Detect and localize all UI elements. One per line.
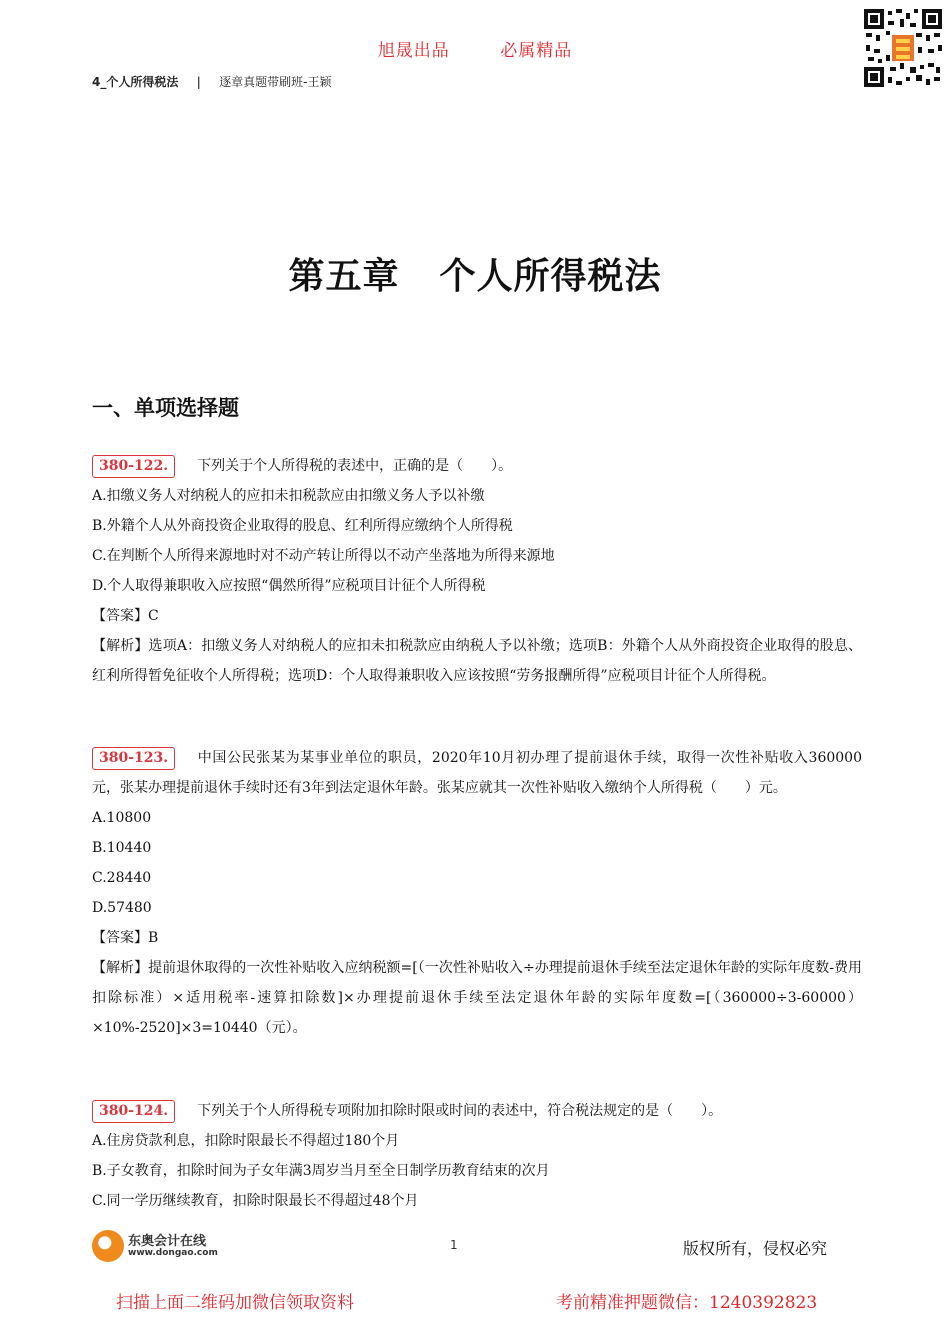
option: A.10800 — [92, 810, 152, 826]
analysis: 【解析】选项A：扣缴义务人对纳税人的应扣未扣税款应由纳税人予以补缴；选项B：外籍个人从外商投资企业取得的股息、红利所得暂免征收个人所得税；选项D：个人取得兼职收入应该按照“劳务报酬所得”应税项目计征个人所得税。 — [92, 638, 862, 684]
question-stem: 下列关于个人所得税专项附加扣除时限或时间的表述中，符合税法规定的是（ ）。 — [197, 1103, 723, 1119]
option: D.57480 — [92, 900, 152, 916]
question-id: 380-123. — [92, 747, 175, 770]
question-stem: 下列关于个人所得税的表述中，正确的是（ ）。 — [197, 458, 513, 474]
chapter-name: 个人所得税法 — [439, 255, 662, 297]
answer: 【答案】C — [92, 608, 159, 624]
running-header — [92, 73, 331, 90]
chapter-number: 第五章 — [288, 255, 400, 297]
question-stem: 中国公民张某为某事业单位的职员，2020年10月初办理了提前退休手续，取得一次性补贴收入360000元，张某办理提前退休手续时还有3年到法定退休年龄。张某应就其一次性补贴收入缴纳个人所得税（ ）元。 — [92, 750, 862, 796]
option: B.外籍个人从外商投资企业取得的股息、红利所得应缴纳个人所得税 — [92, 518, 513, 534]
option: C.28440 — [92, 870, 152, 886]
promo-left: 扫描上面二维码加微信领取资料 — [116, 1293, 354, 1313]
option: C.在判断个人所得来源地时对不动产转让所得以不动产坐落地为所得来源地 — [92, 548, 555, 564]
analysis: 【解析】提前退休取得的一次性补贴收入应纳税额=[（一次性补贴收入÷办理提前退休手续至法定退休年龄的实际年度数-费用扣除标准）×适用税率-速算扣除数]×办理提前退休手续至法定退休年龄的实际年度数=[（360000÷3-60000）×10%-2520]×3=10440（元）。 — [92, 960, 862, 1036]
section-title: 一、单项选择题 — [92, 395, 239, 420]
option: D.个人取得兼职收入应按照“偶然所得”应税项目计征个人所得税 — [92, 578, 486, 594]
option: A.住房贷款利息，扣除时限最长不得超过180个月 — [92, 1133, 400, 1149]
logo-name: 东奥会计在线 — [128, 1234, 207, 1249]
answer: 【答案】B — [92, 930, 159, 946]
header-chapter: 4_个人所得税法 — [92, 75, 179, 89]
question-block — [92, 743, 862, 1043]
question-id: 380-124. — [92, 1100, 175, 1123]
dongao-logo — [92, 1228, 224, 1264]
logo-url: www.dongao.com — [128, 1248, 218, 1258]
page-number: 1 — [450, 1238, 458, 1252]
brand-left: 旭晟出品 — [377, 41, 450, 61]
promo-right: 考前精准押题微信：1240392823 — [556, 1293, 818, 1313]
logo-mark-icon — [92, 1230, 124, 1262]
header-course: 逐章真题带刷班-王颖 — [219, 75, 332, 89]
question-block — [92, 451, 862, 691]
qr-code-icon — [862, 7, 944, 89]
option: A.扣缴义务人对纳税人的应扣未扣税款应由扣缴义务人予以补缴 — [92, 488, 485, 504]
option: C.同一学历继续教育，扣除时限最长不得超过48个月 — [92, 1193, 419, 1209]
copyright-notice: 版权所有，侵权必究 — [683, 1239, 828, 1258]
brand-right: 必属精品 — [500, 41, 573, 61]
brand-banner — [0, 36, 950, 61]
chapter-title — [0, 248, 950, 299]
header-separator: | — [196, 75, 201, 89]
question-id: 380-122. — [92, 455, 175, 478]
question-block — [92, 1096, 862, 1216]
option: B.10440 — [92, 840, 152, 856]
option: B.子女教育，扣除时间为子女年满3周岁当月至全日制学历教育结束的次月 — [92, 1163, 550, 1179]
